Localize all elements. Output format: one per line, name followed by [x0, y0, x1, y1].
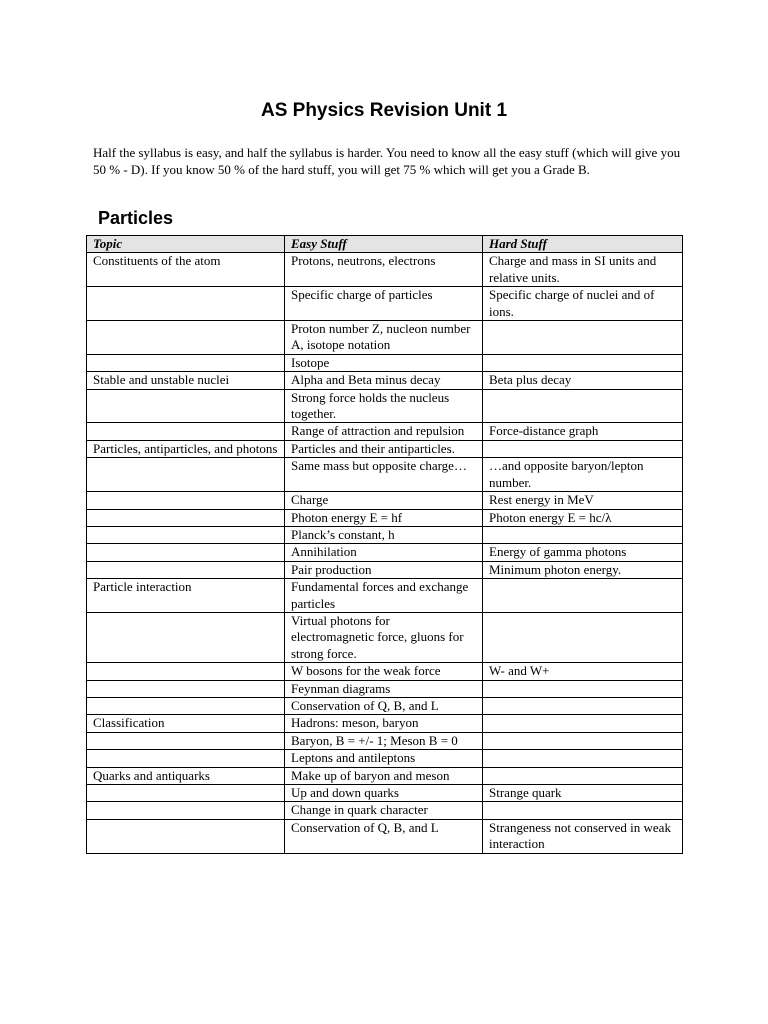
- cell-topic: Particle interaction: [87, 579, 285, 613]
- page-title: AS Physics Revision Unit 1: [260, 100, 508, 121]
- cell-easy-stuff: W bosons for the weak force: [285, 663, 483, 680]
- table-row: [87, 663, 683, 680]
- cell-topic: Stable and unstable nuclei: [87, 372, 285, 389]
- cell-hard-stuff: [483, 579, 683, 613]
- table-row: [87, 440, 683, 457]
- cell-hard-stuff: Energy of gamma photons: [483, 544, 683, 561]
- table-row: [87, 785, 683, 802]
- cell-easy-stuff: Hadrons: meson, baryon: [285, 715, 483, 732]
- cell-hard-stuff: Photon energy E = hc/λ: [483, 509, 683, 526]
- cell-topic: [87, 750, 285, 767]
- cell-topic: [87, 423, 285, 440]
- revision-table: [86, 235, 683, 854]
- table-row: [87, 561, 683, 578]
- table-row: [87, 767, 683, 784]
- table-row: [87, 544, 683, 561]
- table-row: [87, 423, 683, 440]
- table-row: [87, 253, 683, 287]
- cell-hard-stuff: Specific charge of nuclei and of ions.: [483, 287, 683, 321]
- cell-easy-stuff: Baryon, B = +/- 1; Meson B = 0: [285, 732, 483, 749]
- cell-easy-stuff: Pair production: [285, 561, 483, 578]
- cell-hard-stuff: Beta plus decay: [483, 372, 683, 389]
- cell-topic: [87, 612, 285, 662]
- cell-easy-stuff: Change in quark character: [285, 802, 483, 819]
- table-row: [87, 458, 683, 492]
- cell-easy-stuff: Particles and their antiparticles.: [285, 440, 483, 457]
- table-row: [87, 321, 683, 355]
- cell-topic: [87, 802, 285, 819]
- table-row: [87, 372, 683, 389]
- cell-topic: [87, 354, 285, 371]
- cell-hard-stuff: Strange quark: [483, 785, 683, 802]
- cell-topic: [87, 389, 285, 423]
- table-body: [87, 253, 683, 853]
- cell-easy-stuff: Specific charge of particles: [285, 287, 483, 321]
- table-row: [87, 492, 683, 509]
- table-row: [87, 732, 683, 749]
- cell-easy-stuff: Make up of baryon and meson: [285, 767, 483, 784]
- cell-easy-stuff: Annihilation: [285, 544, 483, 561]
- header-easy-stuff: Easy Stuff: [285, 236, 483, 253]
- cell-easy-stuff: Feynman diagrams: [285, 680, 483, 697]
- cell-easy-stuff: Charge: [285, 492, 483, 509]
- cell-hard-stuff: Minimum photon energy.: [483, 561, 683, 578]
- cell-topic: Quarks and antiquarks: [87, 767, 285, 784]
- cell-easy-stuff: Virtual photons for electromagnetic force, gluons for strong force.: [285, 612, 483, 662]
- cell-topic: [87, 492, 285, 509]
- cell-easy-stuff: Same mass but opposite charge…: [285, 458, 483, 492]
- section-heading: Particles: [98, 208, 174, 228]
- cell-hard-stuff: [483, 389, 683, 423]
- cell-topic: [87, 526, 285, 543]
- cell-hard-stuff: …and opposite baryon/lepton number.: [483, 458, 683, 492]
- cell-easy-stuff: Conservation of Q, B, and L: [285, 697, 483, 714]
- cell-easy-stuff: Proton number Z, nucleon number A, isotope notation: [285, 321, 483, 355]
- cell-topic: [87, 732, 285, 749]
- cell-hard-stuff: W- and W+: [483, 663, 683, 680]
- table-row: [87, 612, 683, 662]
- cell-topic: [87, 819, 285, 853]
- table-row: [87, 287, 683, 321]
- cell-easy-stuff: Up and down quarks: [285, 785, 483, 802]
- cell-hard-stuff: [483, 697, 683, 714]
- header-topic: Topic: [87, 236, 285, 253]
- cell-topic: [87, 785, 285, 802]
- cell-hard-stuff: [483, 440, 683, 457]
- cell-easy-stuff: Conservation of Q, B, and L: [285, 819, 483, 853]
- cell-hard-stuff: Strangeness not conserved in weak interaction: [483, 819, 683, 853]
- cell-topic: Constituents of the atom: [87, 253, 285, 287]
- cell-hard-stuff: [483, 526, 683, 543]
- cell-easy-stuff: Strong force holds the nucleus together.: [285, 389, 483, 423]
- cell-easy-stuff: Protons, neutrons, electrons: [285, 253, 483, 287]
- table-row: [87, 680, 683, 697]
- cell-easy-stuff: Alpha and Beta minus decay: [285, 372, 483, 389]
- table-row: [87, 579, 683, 613]
- cell-hard-stuff: [483, 750, 683, 767]
- cell-hard-stuff: [483, 680, 683, 697]
- cell-easy-stuff: Planck’s constant, h: [285, 526, 483, 543]
- cell-hard-stuff: [483, 612, 683, 662]
- cell-topic: [87, 458, 285, 492]
- table-row: [87, 819, 683, 853]
- cell-hard-stuff: Rest energy in MeV: [483, 492, 683, 509]
- cell-topic: [87, 544, 285, 561]
- cell-hard-stuff: [483, 767, 683, 784]
- cell-easy-stuff: Isotope: [285, 354, 483, 371]
- cell-topic: Particles, antiparticles, and photons: [87, 440, 285, 457]
- table-header-row: [87, 236, 683, 253]
- cell-hard-stuff: Charge and mass in SI units and relative units.: [483, 253, 683, 287]
- cell-topic: [87, 561, 285, 578]
- cell-easy-stuff: Fundamental forces and exchange particles: [285, 579, 483, 613]
- cell-easy-stuff: Photon energy E = hf: [285, 509, 483, 526]
- cell-topic: [87, 287, 285, 321]
- table-row: [87, 526, 683, 543]
- table-row: [87, 697, 683, 714]
- table-row: [87, 354, 683, 371]
- table-row: [87, 389, 683, 423]
- cell-topic: [87, 663, 285, 680]
- cell-easy-stuff: Leptons and antileptons: [285, 750, 483, 767]
- table-row: [87, 509, 683, 526]
- cell-hard-stuff: [483, 715, 683, 732]
- cell-hard-stuff: [483, 732, 683, 749]
- header-hard-stuff: Hard Stuff: [483, 236, 683, 253]
- cell-topic: [87, 697, 285, 714]
- cell-topic: Classification: [87, 715, 285, 732]
- cell-topic: [87, 321, 285, 355]
- table-row: [87, 802, 683, 819]
- cell-topic: [87, 680, 285, 697]
- intro-paragraph: Half the syllabus is easy, and half the syllabus is harder. You need to know all the easy stuff (which will give you 50 % - D). If you know 50 % of the hard stuff, you will get 75 % which will get you a Grade B.: [93, 145, 681, 177]
- cell-topic: [87, 509, 285, 526]
- table-row: [87, 750, 683, 767]
- cell-easy-stuff: Range of attraction and repulsion: [285, 423, 483, 440]
- table-row: [87, 715, 683, 732]
- cell-hard-stuff: [483, 321, 683, 355]
- cell-hard-stuff: [483, 802, 683, 819]
- cell-hard-stuff: Force-distance graph: [483, 423, 683, 440]
- cell-hard-stuff: [483, 354, 683, 371]
